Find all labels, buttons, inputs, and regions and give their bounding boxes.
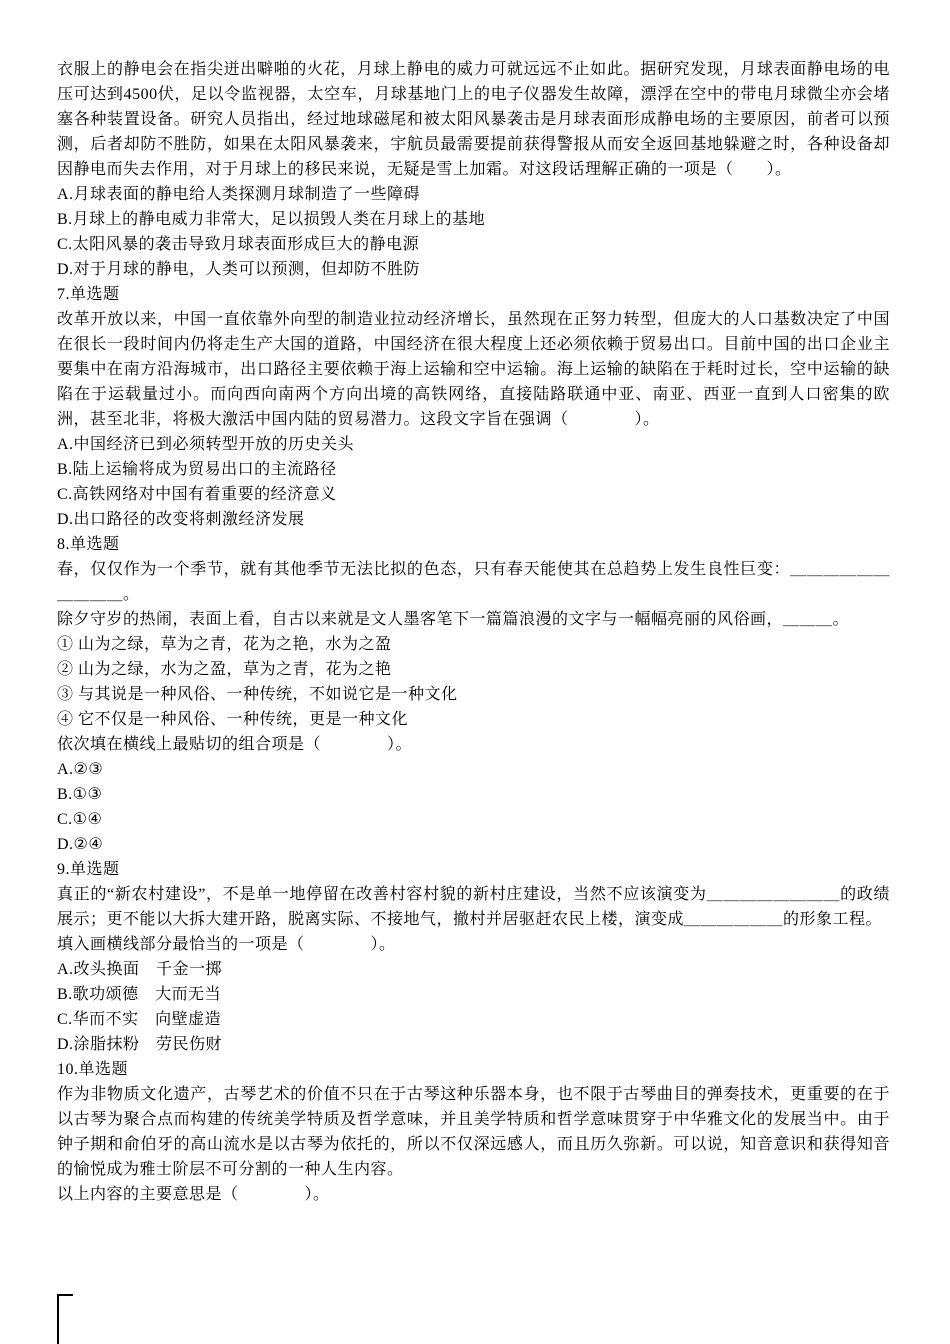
q9-passage: 真正的“新农村建设”，不是单一地停留在改善村容村貌的新村庄建设，当然不应该演变为＿＿＿＿＿＿＿＿的政绩展示；更不能以大拆大建开路，脱离实际、不接地气，撤村并居驱赶农民上楼，演变成＿＿＿＿＿＿的形象工程。 xyxy=(57,886,890,928)
q10-passage: 作为非物质文化遗产，古琴艺术的价值不只在于古琴这种乐器本身，也不限于古琴曲目的弹奏技术，更重要的在于以古琴为聚合点而构建的传统美学特质及哲学意味，并且美学特质和哲学意味贯穿于中华雅文化的发展当中。由于钟子期和俞伯牙的高山流水是以古琴为依托的，所以不仅深远感人，而且历久弥新。可以说，知音意识和获得知音的愉悦成为雅士阶层不可分割的一种人生内容。 xyxy=(57,1086,890,1178)
q7-heading: 7.单选题 xyxy=(57,286,120,303)
q8-item-3: ③ 与其说是一种风俗、一种传统，不如说它是一种文化 xyxy=(57,686,458,703)
q8-item-4: ④ 它不仅是一种风俗、一种传统，更是一种文化 xyxy=(57,711,409,728)
q8-item-2: ② 山为之绿，水为之盈，草为之青，花为之艳 xyxy=(57,661,392,678)
q6-option-d: D.对于月球的静电，人类可以预测，但却防不胜防 xyxy=(57,261,421,278)
q8-prompt: 依次填在横线上最贴切的组合项是（ ）。 xyxy=(57,736,413,753)
q7-option-b: B.陆上运输将成为贸易出口的主流路径 xyxy=(57,461,337,478)
q10-heading: 10.单选题 xyxy=(57,1061,129,1078)
q9-prompt: 填入画横线部分最恰当的一项是（ ）。 xyxy=(57,936,396,953)
q8-option-b: B.①③ xyxy=(57,786,103,803)
q8-option-d: D.②④ xyxy=(57,836,104,853)
q6-passage: 衣服上的静电会在指尖迸出噼啪的火花，月球上静电的威力可就远远不止如此。据研究发现，月球表面静电场的电压可达到4500伏，足以令监视器，太空车，月球基地门上的电子仪器发生故障，漂浮在空中的带电月球微尘亦会堵塞各种装置设备。研究人员指出，经过地球磁尾和被太阳风暴袭击是月球表面形成静电场的主要原因，前者可以预测，后者却防不胜防，如果在太阳风暴袭来，宇航员最需要提前获得警报从而安全返回基地躲避之时，各种设备却因静电而失去作用，对于月球上的移民来说，无疑是雪上加霜。对这段话理解正确的一项是（ ）。 xyxy=(57,61,890,178)
q7-passage: 改革开放以来，中国一直依靠外向型的制造业拉动经济增长，虽然现在正努力转型，但庞大的人口基数决定了中国在很长一段时间内仍将走生产大国的道路，中国经济在很大程度上还必须依赖于贸易出口。目前中国的出口企业主要集中在南方沿海城市，出口路径主要依赖于海上运输和空中运输。海上运输的缺陷在于耗时过长，空中运输的缺陷在于运载量过小。而向西向南两个方向出境的高铁网络，直接陆路联通中亚、南亚、西亚一直到人口密集的欧洲，甚至北非，将极大激活中国内陆的贸易潜力。这段文字旨在强调（ ）。 xyxy=(57,311,890,428)
q8-item-1: ① 山为之绿，草为之青，花为之艳，水为之盈 xyxy=(57,636,392,653)
q9-option-a: A.改头换面 千金一掷 xyxy=(57,961,223,978)
q8-heading: 8.单选题 xyxy=(57,536,120,553)
q6-option-b: B.月球上的静电威力非常大，足以损毁人类在月球上的基地 xyxy=(57,211,486,228)
q8-passage-2: 除夕守岁的热闹，表面上看，自古以来就是文人墨客笔下一篇篇浪漫的文字与一幅幅亮丽的风俗画，＿＿＿。 xyxy=(57,611,850,628)
q7-option-d: D.出口路径的改变将刺激经济发展 xyxy=(57,511,305,528)
q7-option-a: A.中国经济已到必须转型开放的历史关头 xyxy=(57,436,355,453)
q9-option-d: D.涂脂抹粉 劳民伤财 xyxy=(57,1036,223,1053)
q8-option-c: C.①④ xyxy=(57,811,103,828)
q9-heading: 9.单选题 xyxy=(57,861,120,878)
q8-passage-1: 春，仅仅作为一个季节，就有其他季节无法比拟的色态，只有春天能使其在总趋势上发生良性巨变：＿＿＿＿＿＿＿＿＿＿。 xyxy=(57,561,890,603)
q7-option-c: C.高铁网络对中国有着重要的经济意义 xyxy=(57,486,337,503)
q9-option-c: C.华而不实 向壁虚造 xyxy=(57,1011,222,1028)
page-edge-mark xyxy=(57,1294,73,1344)
q10-prompt: 以上内容的主要意思是（ ）。 xyxy=(57,1186,330,1203)
q6-option-c: C.太阳风暴的袭击导致月球表面形成巨大的静电源 xyxy=(57,236,420,253)
q6-option-a: A.月球表面的静电给人类探测月球制造了一些障碍 xyxy=(57,186,421,203)
q9-option-b: B.歌功颂德 大而无当 xyxy=(57,986,222,1003)
q8-option-a: A.②③ xyxy=(57,761,104,778)
